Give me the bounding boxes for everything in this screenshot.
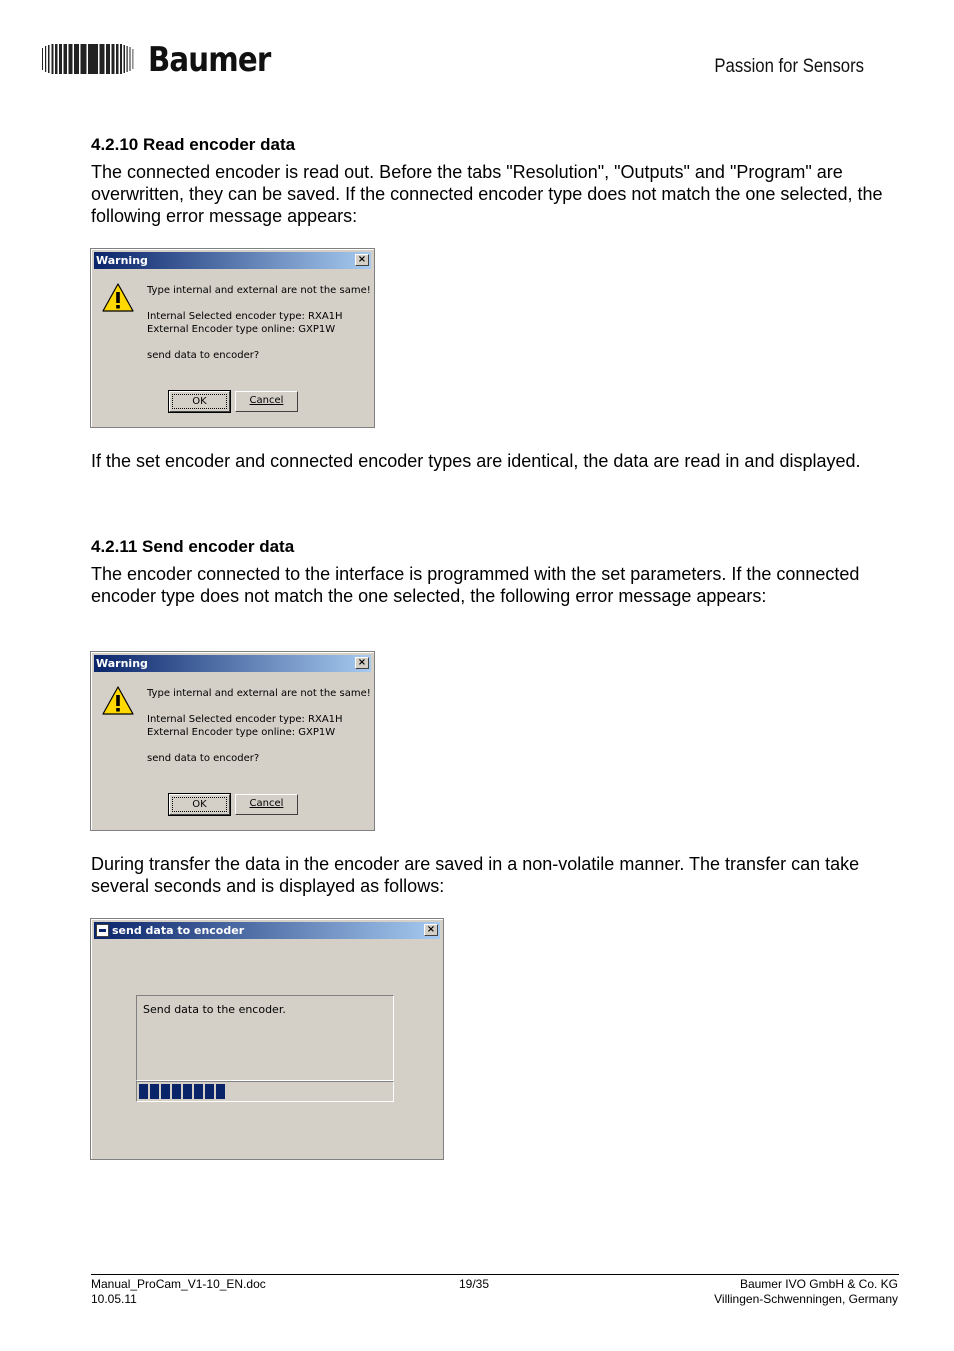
footer-divider bbox=[91, 1274, 899, 1275]
progress-block bbox=[194, 1084, 203, 1099]
progress-block bbox=[139, 1084, 148, 1099]
progress-block bbox=[172, 1084, 181, 1099]
dialog-titlebar bbox=[94, 922, 440, 939]
section-heading-send-encoder: 4.2.11 Send encoder data bbox=[91, 537, 295, 556]
close-icon[interactable]: × bbox=[424, 924, 438, 936]
footer-date: 10.05.11 bbox=[91, 1292, 137, 1306]
dialog-titlebar bbox=[94, 252, 371, 269]
warning-dialog bbox=[90, 651, 375, 831]
warning-line-external-type: External Encoder type online: GXP1W bbox=[147, 727, 336, 738]
app-icon bbox=[96, 924, 109, 937]
section-heading-read-encoder: 4.2.10 Read encoder data bbox=[91, 135, 296, 154]
warning-icon bbox=[102, 283, 134, 313]
baumer-logo-mark bbox=[42, 44, 136, 74]
dialog-title: Warning bbox=[96, 254, 148, 267]
footer-filename: Manual_ProCam_V1-10_EN.doc bbox=[91, 1277, 266, 1291]
warning-icon bbox=[102, 686, 134, 716]
warning-line-internal-type: Internal Selected encoder type: RXA1H bbox=[147, 714, 343, 725]
section-paragraph-send: The encoder connected to the interface is programmed with the set parameters. If the connected encoder type does not match the one selected, the following error message appears: bbox=[91, 564, 860, 606]
section-paragraph-read: The connected encoder is read out. Before the tabs "Resolution", "Outputs" and "Program" are overwritten, they can be saved. If the connected encoder type does not match the one selected, the following error message appears: bbox=[91, 162, 883, 226]
warning-dialog bbox=[90, 248, 375, 428]
warning-line-external-type: External Encoder type online: GXP1W bbox=[147, 324, 336, 335]
footer-company: Baumer IVO GmbH & Co. KG bbox=[739, 1277, 898, 1291]
tagline: Passion for Sensors bbox=[714, 56, 864, 77]
progress-block bbox=[150, 1084, 159, 1099]
close-icon[interactable]: × bbox=[355, 254, 369, 266]
dialog-title: Warning bbox=[96, 657, 148, 670]
brand-name: Baumer bbox=[148, 40, 271, 80]
warning-line-question: send data to encoder? bbox=[147, 753, 260, 764]
progress-block bbox=[216, 1084, 225, 1099]
progress-message: Send data to the encoder. bbox=[143, 1003, 286, 1016]
ok-button[interactable]: OK bbox=[169, 794, 230, 815]
progress-dialog bbox=[90, 918, 444, 1160]
warning-line-type-mismatch: Type internal and external are not the same! bbox=[147, 688, 371, 699]
dialog-title: send data to encoder bbox=[112, 924, 245, 937]
warning-line-question: send data to encoder? bbox=[147, 350, 260, 361]
progress-block bbox=[161, 1084, 170, 1099]
warning-line-internal-type: Internal Selected encoder type: RXA1H bbox=[147, 311, 343, 322]
section-paragraph-send-after: During transfer the data in the encoder are saved in a non-volatile manner. The transfer can take several seconds and is displayed as follows: bbox=[91, 854, 860, 896]
progress-fill bbox=[139, 1084, 225, 1099]
warning-line-type-mismatch: Type internal and external are not the same! bbox=[147, 285, 371, 296]
footer-location: Villingen-Schwenningen, Germany bbox=[714, 1292, 898, 1306]
progress-bar bbox=[136, 1081, 394, 1102]
footer-page-number: 19/35 bbox=[459, 1277, 490, 1291]
cancel-button[interactable]: Cancel bbox=[235, 391, 298, 412]
cancel-button[interactable]: Cancel bbox=[235, 794, 298, 815]
progress-block bbox=[183, 1084, 192, 1099]
message-panel bbox=[136, 995, 394, 1081]
section-paragraph-read-after: If the set encoder and connected encoder types are identical, the data are read in and displayed. bbox=[91, 451, 861, 471]
ok-button[interactable]: OK bbox=[169, 391, 230, 412]
dialog-titlebar bbox=[94, 655, 371, 672]
progress-block bbox=[205, 1084, 214, 1099]
close-icon[interactable]: × bbox=[355, 657, 369, 669]
